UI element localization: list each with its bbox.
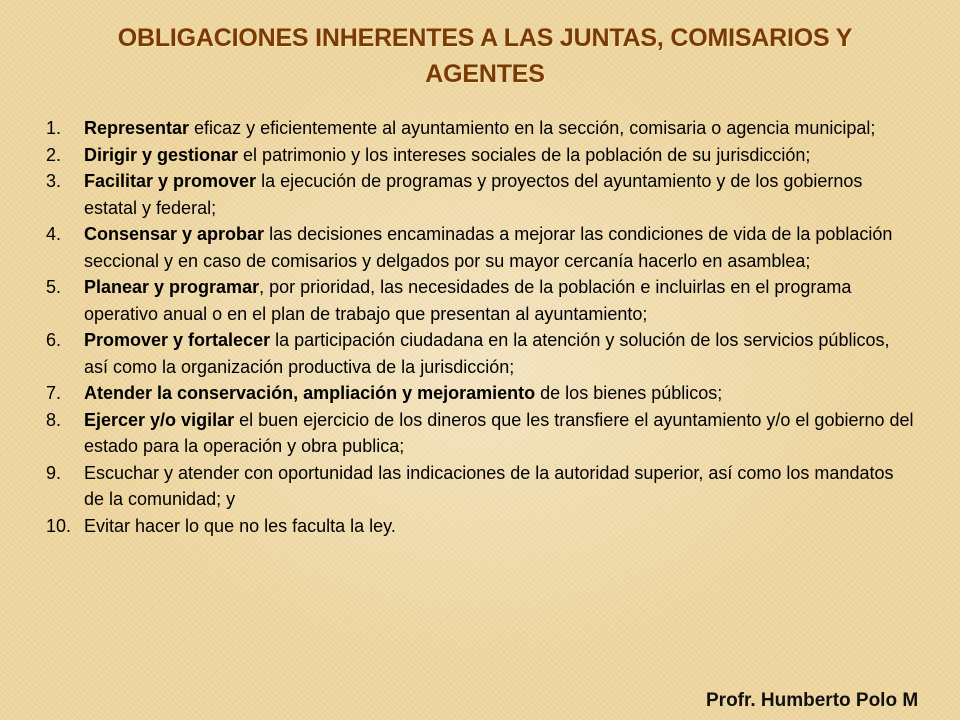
item-text: de los bienes públicos; <box>535 383 723 403</box>
list-item <box>46 380 916 407</box>
slide-title: OBLIGACIONES INHERENTES A LAS JUNTAS, COMISARIOS Y AGENTES <box>117 24 853 88</box>
list-item <box>46 513 916 540</box>
obligations-list <box>46 115 916 539</box>
item-number: 1. <box>46 118 62 138</box>
item-number: 5. <box>46 277 62 297</box>
item-number: 9. <box>46 462 62 483</box>
item-text: el buen ejercicio de los dineros que les transfiere el ayuntamiento y/o el gobierno del estado para la operación y obra publica; <box>84 409 914 456</box>
item-text: eficaz y eficientemente al ayuntamiento en la sección, comisaria o agencia municipal; <box>189 118 876 138</box>
item-number: 3. <box>46 171 62 191</box>
item-text: , por prioridad, las necesidades de la población e incluirlas en el programa operativo anual o en el plan de trabajo que presentan al ayuntamiento; <box>84 277 852 324</box>
item-text: la ejecución de programas y proyectos del ayuntamiento y de los gobiernos estatal y federal; <box>84 171 863 218</box>
item-number: 10. <box>46 515 72 536</box>
list-item <box>46 274 916 327</box>
list-item <box>46 407 916 460</box>
item-lead: Planear y programar <box>84 277 260 297</box>
item-lead: Consensar y aprobar <box>84 224 265 244</box>
list-item <box>46 221 916 274</box>
item-lead: Ejercer y/o vigilar <box>84 409 235 430</box>
list-item <box>46 142 916 169</box>
list-item <box>46 115 916 142</box>
item-number: 7. <box>46 383 62 403</box>
item-number: 8. <box>46 409 62 430</box>
item-number: 2. <box>46 144 62 165</box>
author-credit: Profr. Humberto Polo M <box>706 690 919 711</box>
item-lead: Promover y fortalecer <box>84 330 271 350</box>
item-lead: Atender la conservación, ampliación y mejoramiento <box>84 383 536 403</box>
list-item <box>46 327 916 380</box>
item-number: 6. <box>46 330 62 350</box>
item-text: la participación ciudadana en la atención y solución de los servicios públicos, así como la organización productiva de la jurisdicción; <box>84 330 890 377</box>
list-item <box>46 460 916 513</box>
item-lead: Facilitar y promover <box>84 171 257 191</box>
item-text: el patrimonio y los intereses sociales de la población de su jurisdicción; <box>238 144 811 165</box>
list-item <box>46 168 916 221</box>
item-lead: Representar <box>84 118 190 138</box>
item-lead: Dirigir y gestionar <box>84 144 239 165</box>
item-number: 4. <box>46 224 62 244</box>
item-text: las decisiones encaminadas a mejorar las condiciones de vida de la población seccional y en caso de comisarios y delgados por su mayor cercanía hacerlo en asamblea; <box>84 224 893 271</box>
item-text: Escuchar y atender con oportunidad las indicaciones de la autoridad superior, así como los mandatos de la comunidad; y <box>84 462 894 509</box>
item-text: Evitar hacer lo que no les faculta la ley. <box>84 515 396 536</box>
